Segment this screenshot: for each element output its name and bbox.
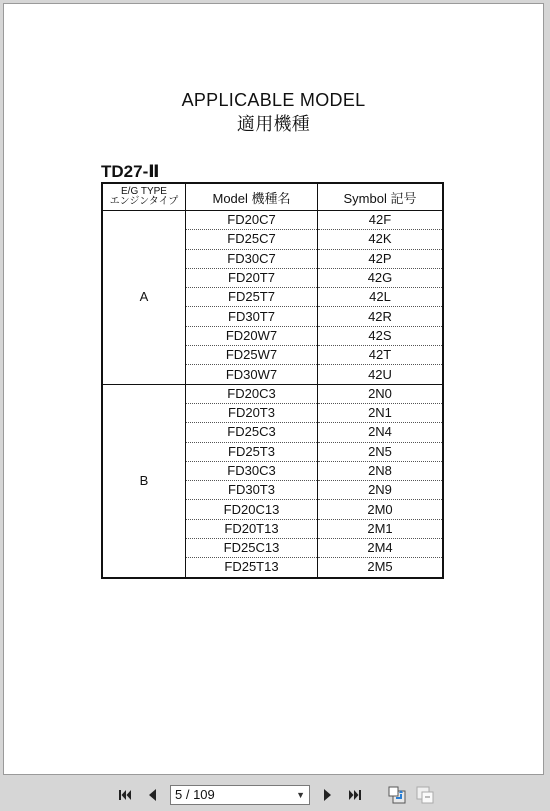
symbol-cell: 2N0 bbox=[318, 384, 444, 403]
symbol-cell: 2M0 bbox=[318, 500, 444, 519]
symbol-cell: 42F bbox=[318, 211, 444, 230]
model-cell: FD25C7 bbox=[186, 230, 318, 249]
engine-type-cell: A bbox=[102, 211, 186, 385]
model-cell: FD25T7 bbox=[186, 288, 318, 307]
last-page-icon bbox=[347, 787, 363, 803]
model-header: Model 機種名 bbox=[186, 183, 318, 211]
symbol-cell: 2N9 bbox=[318, 481, 444, 500]
symbol-cell: 2M4 bbox=[318, 539, 444, 558]
symbol-header: Symbol 記号 bbox=[318, 183, 444, 211]
symbol-cell: 42K bbox=[318, 230, 444, 249]
eg-type-header-en: E/G TYPE bbox=[121, 186, 167, 197]
model-cell: FD30T3 bbox=[186, 481, 318, 500]
model-cell: FD30T7 bbox=[186, 307, 318, 326]
symbol-cell: 42T bbox=[318, 346, 444, 365]
model-cell: FD20T3 bbox=[186, 403, 318, 422]
model-cell: FD25W7 bbox=[186, 346, 318, 365]
go-back-button[interactable] bbox=[386, 784, 408, 806]
symbol-cell: 2N8 bbox=[318, 461, 444, 480]
model-cell: FD25T3 bbox=[186, 442, 318, 461]
model-cell: FD25T13 bbox=[186, 558, 318, 578]
table-body bbox=[102, 211, 443, 578]
model-cell: FD30C7 bbox=[186, 249, 318, 268]
document-page bbox=[3, 3, 544, 775]
symbol-cell: 42R bbox=[318, 307, 444, 326]
symbol-cell: 42U bbox=[318, 365, 444, 384]
model-cell: FD20W7 bbox=[186, 326, 318, 345]
model-cell: FD30C3 bbox=[186, 461, 318, 480]
eg-type-header-jp: エンジンタイプ bbox=[109, 196, 179, 207]
first-page-button[interactable] bbox=[114, 784, 136, 806]
symbol-cell: 42P bbox=[318, 249, 444, 268]
symbol-cell: 2N1 bbox=[318, 403, 444, 422]
symbol-cell: 2M1 bbox=[318, 519, 444, 538]
viewer-toolbar bbox=[0, 778, 550, 811]
symbol-cell: 42S bbox=[318, 326, 444, 345]
eg-type-header bbox=[102, 183, 186, 211]
previous-page-icon bbox=[145, 787, 161, 803]
go-forward-button[interactable] bbox=[414, 784, 436, 806]
model-cell: FD20T7 bbox=[186, 268, 318, 287]
model-cell: FD20T13 bbox=[186, 519, 318, 538]
page-number-select[interactable] bbox=[170, 785, 310, 805]
previous-page-button[interactable] bbox=[142, 784, 164, 806]
applicable-model-table bbox=[101, 182, 444, 579]
engine-type-cell: B bbox=[102, 384, 186, 577]
chevron-down-icon: ▼ bbox=[296, 789, 305, 800]
page-title-japanese: 適用機種 bbox=[236, 114, 311, 135]
table-header-row bbox=[102, 183, 443, 211]
model-cell: FD20C7 bbox=[186, 211, 318, 230]
model-cell: FD20C3 bbox=[186, 384, 318, 403]
table-row bbox=[102, 211, 443, 230]
symbol-cell: 42G bbox=[318, 268, 444, 287]
next-page-icon bbox=[319, 787, 335, 803]
first-page-icon bbox=[117, 787, 133, 803]
symbol-cell: 2N4 bbox=[318, 423, 444, 442]
page-title: APPLICABLE MODEL bbox=[181, 90, 366, 110]
symbol-cell: 42L bbox=[318, 288, 444, 307]
last-page-button[interactable] bbox=[344, 784, 366, 806]
go-forward-icon bbox=[415, 785, 435, 805]
page-indicator: 5 / 109 bbox=[175, 787, 215, 802]
model-cell: FD25C3 bbox=[186, 423, 318, 442]
model-cell: FD25C13 bbox=[186, 539, 318, 558]
section-heading: TD27-Ⅱ bbox=[101, 162, 160, 181]
next-page-button[interactable] bbox=[316, 784, 338, 806]
model-cell: FD30W7 bbox=[186, 365, 318, 384]
symbol-cell: 2N5 bbox=[318, 442, 444, 461]
symbol-cell: 2M5 bbox=[318, 558, 444, 578]
model-cell: FD20C13 bbox=[186, 500, 318, 519]
go-back-icon bbox=[387, 785, 407, 805]
table-row bbox=[102, 384, 443, 403]
